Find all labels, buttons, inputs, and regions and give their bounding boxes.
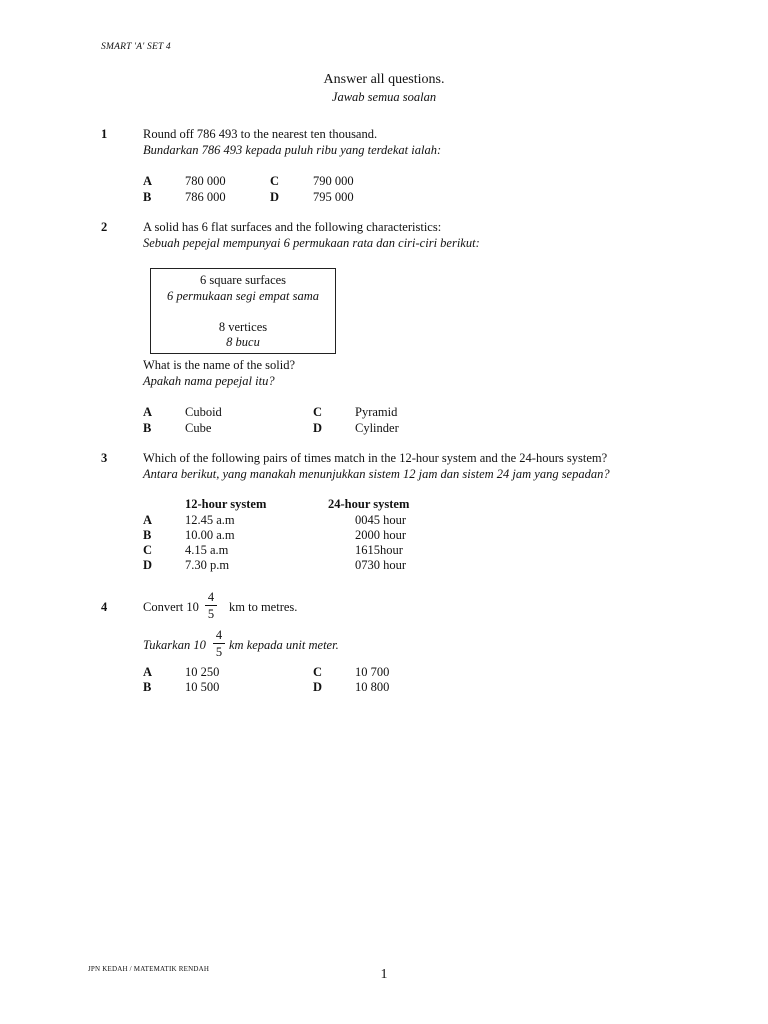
row-letter: B <box>143 528 152 542</box>
question-text-en: Which of the following pairs of times match in the 12-hour system and the 24-hours system? <box>143 451 608 465</box>
option-value: 10 500 <box>185 680 220 694</box>
question-text-en: A solid has 6 flat surfaces and the following characteristics: <box>143 220 442 234</box>
option-value: Cuboid <box>185 405 222 419</box>
option-letter: C <box>313 405 323 419</box>
option-value: 10 800 <box>355 680 390 694</box>
question-ask-ms: Apakah nama pepejal itu? <box>143 374 275 388</box>
question-text-ms: Antara berikut, yang manakah menunjukkan sistem 12 jam dan sistem 24 jam yang sepadan? <box>143 467 610 481</box>
row-letter: D <box>143 558 153 572</box>
instructions-subtitle: Jawab semua soalan <box>331 90 437 104</box>
option-value: Cube <box>185 421 212 435</box>
fraction <box>205 590 217 621</box>
row-letter: A <box>143 513 153 527</box>
question-number: 1 <box>101 127 108 141</box>
fraction <box>213 628 225 659</box>
fraction-denominator: 5 <box>215 645 223 659</box>
row-24h: 1615hour <box>355 543 403 557</box>
row-12h: 10.00 a.m <box>185 528 235 542</box>
column-header-12h: 12-hour system <box>185 497 267 511</box>
option-letter: B <box>143 680 152 694</box>
box-line: 8 bucu <box>226 335 260 349</box>
question-text-ms-prefix: Tukarkan 10 <box>143 638 206 652</box>
question-text-ms: Bundarkan 786 493 kepada puluh ribu yang terdekat ialah: <box>143 143 442 157</box>
option-letter: D <box>313 680 323 694</box>
option-value: 795 000 <box>313 190 354 204</box>
row-12h: 12.45 a.m <box>185 513 235 527</box>
fraction-denominator: 5 <box>207 607 215 621</box>
option-letter: B <box>143 421 152 435</box>
fraction-bar <box>213 643 225 644</box>
option-letter: B <box>143 190 152 204</box>
option-letter: D <box>313 421 323 435</box>
question-number: 4 <box>101 600 108 614</box>
characteristics-box <box>150 268 336 354</box>
question-text-ms-suffix: km kepada unit meter. <box>229 638 339 652</box>
row-24h: 0730 hour <box>355 558 407 572</box>
row-24h: 2000 hour <box>355 528 407 542</box>
fraction-numerator: 4 <box>207 590 215 604</box>
option-value: 786 000 <box>185 190 226 204</box>
option-letter: A <box>143 174 153 188</box>
footer-source: JPN KEDAH / MATEMATIK RENDAH <box>88 965 210 973</box>
row-12h: 7.30 p.m <box>185 558 230 572</box>
option-value: Cylinder <box>355 421 399 435</box>
box-line: 6 square surfaces <box>199 273 287 287</box>
option-letter: C <box>270 174 280 188</box>
fraction-numerator: 4 <box>215 628 223 642</box>
question-text-en-suffix: km to metres. <box>229 600 298 614</box>
column-header-24h: 24-hour system <box>328 497 410 511</box>
box-line: 8 vertices <box>218 320 268 334</box>
instructions-title: Answer all questions. <box>323 72 445 87</box>
row-letter: C <box>143 543 153 557</box>
option-letter: D <box>270 190 280 204</box>
question-ask-en: What is the name of the solid? <box>143 358 296 372</box>
question-number: 3 <box>101 451 108 465</box>
page-number: 1 <box>380 967 388 982</box>
question-text-ms: Sebuah pepejal mempunyai 6 permukaan rata dan ciri-ciri berikut: <box>143 236 480 250</box>
question-text-en-prefix: Convert 10 <box>143 600 199 614</box>
set-label: SMART 'A' SET 4 <box>101 42 171 52</box>
fraction-bar <box>205 605 217 606</box>
row-12h: 4.15 a.m <box>185 543 229 557</box>
option-value: 10 700 <box>355 665 390 679</box>
question-text-en: Round off 786 493 to the nearest ten thousand. <box>143 127 378 141</box>
option-value: 10 250 <box>185 665 220 679</box>
option-value: 780 000 <box>185 174 226 188</box>
question-number: 2 <box>101 220 108 234</box>
option-value: Pyramid <box>355 405 398 419</box>
box-line: 6 permukaan segi empat sama <box>166 289 320 303</box>
option-letter: A <box>143 665 153 679</box>
row-24h: 0045 hour <box>355 513 407 527</box>
option-letter: A <box>143 405 153 419</box>
option-letter: C <box>313 665 323 679</box>
option-value: 790 000 <box>313 174 354 188</box>
